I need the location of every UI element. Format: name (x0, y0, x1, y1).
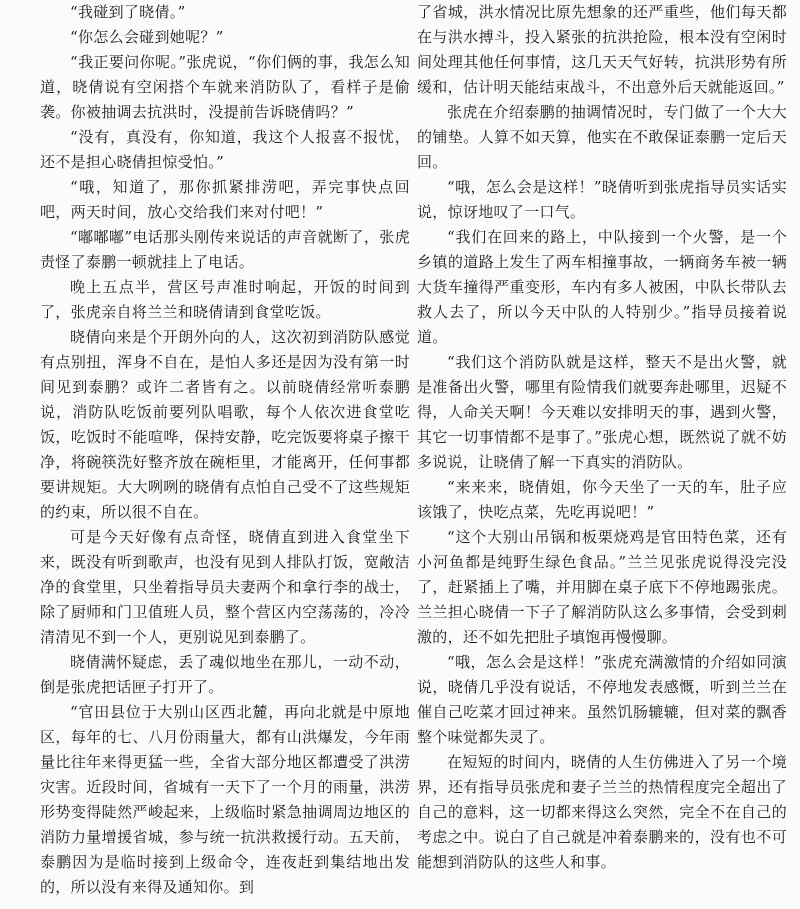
paragraph: “我正要问你呢。”张虎说，“你们俩的事，我怎么知道，晓倩说有空闲搭个车就来消防队了，看样子是偷袭。你被抽调去抗洪时，没提前告诉晓倩吗？” (40, 53, 410, 121)
right-column (417, 0, 787, 875)
left-column (40, 0, 410, 900)
paragraph: “哦，知道了，那你抓紧排涝吧，弄完事快点回吧，两天时间，放心交给我们来对付吧！” (40, 178, 410, 221)
paragraph: 在短短的时间内，晓倩的人生仿佛进入了另一个境界，还有指导员张虎和妻子兰兰的热情程度完全超出了自己的意料，这一切都来得这么突然，完全不在自己的考虑之中。说白了自己就是冲着泰鹏来的，没有也不可能想到消防队的这些人和事。 (417, 753, 787, 871)
paragraph: “嘟嘟嘟”电话那头刚传来说话的声音就断了，张虎责怪了泰鹏一顿就挂上了电话。 (40, 228, 410, 271)
paragraph: “这个大别山吊锅和板栗烧鸡是官田特色菜，还有小河鱼都是纯野生绿色食品。”兰兰见张虎说得没完没了，赶紧插上了嘴，并用脚在桌子底下不停地踢张虎。兰兰担心晓倩一下子了解消防队这么多事情，会受到刺激的，还不如先把肚子填饱再慢慢聊。 (417, 528, 787, 646)
paragraph: 晚上五点半，营区号声准时响起，开饭的时间到了，张虎亲自将兰兰和晓倩请到食堂吃饭。 (40, 278, 410, 321)
paragraph: “官田县位于大别山区西北麓，再向北就是中原地区，每年的七、八月份雨量大，都有山洪爆发，今年雨量比往年来得更猛一些，全省大部分地区都遭受了洪涝灾害。近段时间，省城有一天下了一个月的雨量，洪涝形势变得陡然严峻起来，上级临时紧急抽调周边地区的消防力量增援省城，参与统一抗洪救援行动。五天前，泰鹏因为是临时接到上级命令，连夜赶到集结地出发的，所以没有来得及通知你。到 (40, 703, 410, 896)
paragraph: 晓倩满怀疑虑，丢了魂似地坐在那儿，一动不动，倒是张虎把话匣子打开了。 (40, 653, 410, 696)
paragraph: “没有，真没有，你知道，我这个人报喜不报忧，还不是担心晓倩担惊受怕。” (40, 128, 410, 171)
paragraph: 可是今天好像有点奇怪，晓倩直到进入食堂坐下来，既没有听到歌声，也没有见到人排队打饭，宽敞洁净的食堂里，只坐着指导员夫妻两个和拿行李的战士，除了厨师和门卫值班人员，整个营区内空荡荡的，冷冷清清见不到一个人，更别说见到泰鹏了。 (40, 528, 410, 646)
paragraph: “你怎么会碰到她呢？” (70, 28, 224, 46)
paragraph: “来来来，晓倩姐，你今天坐了一天的车，肚子应该饿了，快吃点菜，先吃再说吧！” (417, 478, 787, 521)
paragraph: “哦，怎么会是这样！”晓倩听到张虎指导员实话实说，惊讶地叹了一口气。 (417, 178, 787, 221)
paragraph: “哦，怎么会是这样！”张虎充满激情的介绍如同演说，晓倩几乎没有说话，不停地发表感慨，听到兰兰在催自己吃菜才回过神来。虽然饥肠辘辘，但对菜的飘香整个味觉都失灵了。 (417, 653, 787, 746)
paragraph: “我们这个消防队就是这样，整天不是出火警，就是准备出火警，哪里有险情我们就要奔赴哪里，迟疑不得，人命关天啊！今天难以安排明天的事，遇到火警，其它一切事情都不是事了。”张虎心想，既然说了就不妨多说说，让晓倩了解一下真实的消防队。 (417, 353, 787, 471)
paragraph-continuation: 了省城，洪水情况比原先想象的还严重些，他们每天都在与洪水搏斗，投入紧张的抗洪抢险，根本没有空闲时间处理其他任何事情，这几天天气好转，抗洪形势有所缓和，估计明天能结束战斗，不出意外后天就能返回。” (417, 3, 787, 96)
paragraph: 张虎在介绍泰鹏的抽调情况时，专门做了一个大大的铺垫。人算不如天算，他实在不敢保证泰鹏一定后天回。 (417, 103, 787, 171)
paragraph: 晓倩向来是个开朗外向的人，这次初到消防队感觉有点别扭，浑身不自在，是怕人多还是因为没有第一时间见到泰鹏？或许二者皆有之。以前晓倩经常听泰鹏说，消防队吃饭前要列队唱歌，每个人依次进食堂吃饭，吃饭时不能喧哗，保持安静，吃完饭要将桌子擦干净，将碗筷洗好整齐放在碗柜里，才能离开，任何事都要讲规矩。大大咧咧的晓倩有点怕自己受不了这些规矩的约束，所以很不自在。 (40, 328, 410, 521)
paragraph: “我碰到了晓倩。” (70, 3, 186, 21)
paragraph: “我们在回来的路上，中队接到一个火警，是一个乡镇的道路上发生了两车相撞事故，一辆商务车被一辆大货车撞得严重变形，车内有多人被困，中队长带队去救人去了，所以今天中队的人特别少。”指导员接着说道。 (417, 228, 787, 346)
